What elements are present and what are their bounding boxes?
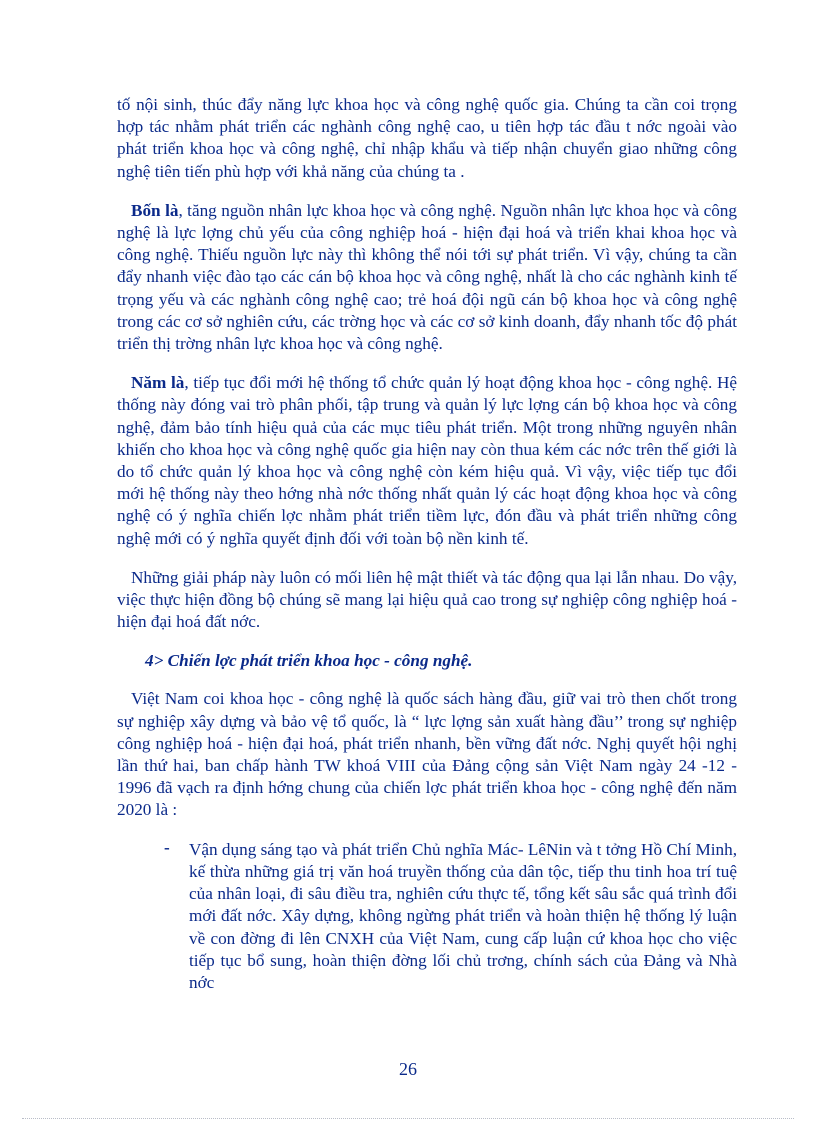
paragraph-2-lead: Bốn là (131, 200, 179, 220)
bullet-marker: - (164, 837, 170, 857)
body-text (117, 94, 737, 1011)
paragraph-3 (117, 372, 737, 550)
paragraph-1 (117, 94, 737, 183)
paragraph-3-text: , tiếp tục đổi mới hệ thống tổ chức quản lý hoạt động khoa học - công nghệ. Hệ thống này đóng vai trò phân phối, tập trung và quản lý lực lợng cán bộ khoa học và công nghệ, đảm bảo tính hiệu quả của các mục tiêu phát triển. Một trong những nguyên nhân khiến cho khoa học và công nghệ quốc gia hiện nay còn thua kém các nớc trên thế giới là do tổ chức quản lý khoa học và công nghệ còn kém hiệu quả. Vì vậy, việc tiếp tục đổi mới hệ thống này theo hớng nhà nớc thống nhất quản lý các hoạt động khoa học và công nghệ có ý nghĩa chiến lợc nhằm phát triển tiềm lực, đón đầu và phát triển những công nghệ mới có ý nghĩa quyết định đối với toàn bộ nền kinh tế. (117, 373, 737, 548)
footer-divider (22, 1118, 794, 1119)
paragraph-1-text: tố nội sinh, thúc đẩy năng lực khoa học và công nghệ quốc gia. Chúng ta cần coi trọng hợp tác nhằm phát triển các nghành công nghệ cao, u tiên hợp tác đầu t nớc ngoài vào phát triển khoa học và công nghệ, chỉ nhập khẩu và tiếp nhận chuyển giao những công nghệ tiên tiến phù hợp với khả năng của chúng ta . (117, 95, 737, 181)
bullet-item (164, 837, 738, 994)
intro-paragraph: Việt Nam coi khoa học - công nghệ là quốc sách hàng đầu, giữ vai trò then chốt trong sự nghiệp xây dựng và bảo vệ tổ quốc, là “ lực lợng sản xuất hàng đầu’’ trong sự nghiệp công nghiệp hoá - hiện đại hoá, phát triển nhanh, bền vững đất nớc. Nghị quyết hội nghị lần thứ hai, ban chấp hành TW khoá VIII của Đảng cộng sản Việt Nam ngày 24 -12 - 1996 đã vạch ra định hớng chung của chiến lợc phát triển khoa học - công nghệ đến năm 2020 là : (117, 689, 737, 820)
paragraph-2 (117, 200, 737, 355)
paragraph-2-text: , tăng nguồn nhân lực khoa học và công nghệ. Nguồn nhân lực khoa học và công nghệ là lực lợng chủ yếu của công nghiệp hoá - hiện đại hoá và triển khai khoa học và công nghệ. Thiếu nguồn lực này thì không thể nói tới sự phát triển. Vì vậy, chúng ta cần đẩy nhanh việc đào tạo các cán bộ khoa học và công nghệ, nhất là cho các nghành kinh tế trọng yếu và các nghành công nghệ cao; trẻ hoá đội ngũ cán bộ khoa học và công nghệ trong các cơ sở nghiên cứu, các trờng học và các cơ sở kinh doanh, đẩy nhanh tốc độ phát triển thị trờng nhân lực khoa học và công nghệ. (117, 200, 737, 354)
section-heading: 4> Chiến lợc phát triển khoa học - công nghệ. (145, 651, 473, 671)
page-number: 26 (399, 1059, 417, 1079)
bullet-text: Vận dụng sáng tạo và phát triển Chủ nghĩa Mác- LêNin và t tởng Hồ Chí Minh, kế thừa những giá trị văn hoá truyền thống của dân tộc, tiếp thu tinh hoa trí tuệ của nhân loại, đi sâu điều tra, nghiên cứu thực tế, tổng kết sâu sắc quá trình đổi mới đất nớc. Xây dựng, không ngừng phát triển và hoàn thiện hệ thống lý luận về con đờng đi lên CNXH của Việt Nam, cung cấp luận cứ khoa học cho việc tiếp tục bổ sung, hoàn thiện đờng lối chủ trơng, chính sách của Đảng và Nhà nớc (189, 839, 738, 992)
paragraph-3-lead: Năm là (131, 373, 185, 393)
paragraph-4 (117, 567, 737, 634)
paragraph-4-text: Những giải pháp này luôn có mối liên hệ mật thiết và tác động qua lại lẫn nhau. Do vậy, việc thực hiện đồng bộ chúng sẽ mang lại hiệu quả cao trong sự nghiệp công nghiệp hoá - hiện đại hoá đất nớc. (117, 567, 737, 632)
